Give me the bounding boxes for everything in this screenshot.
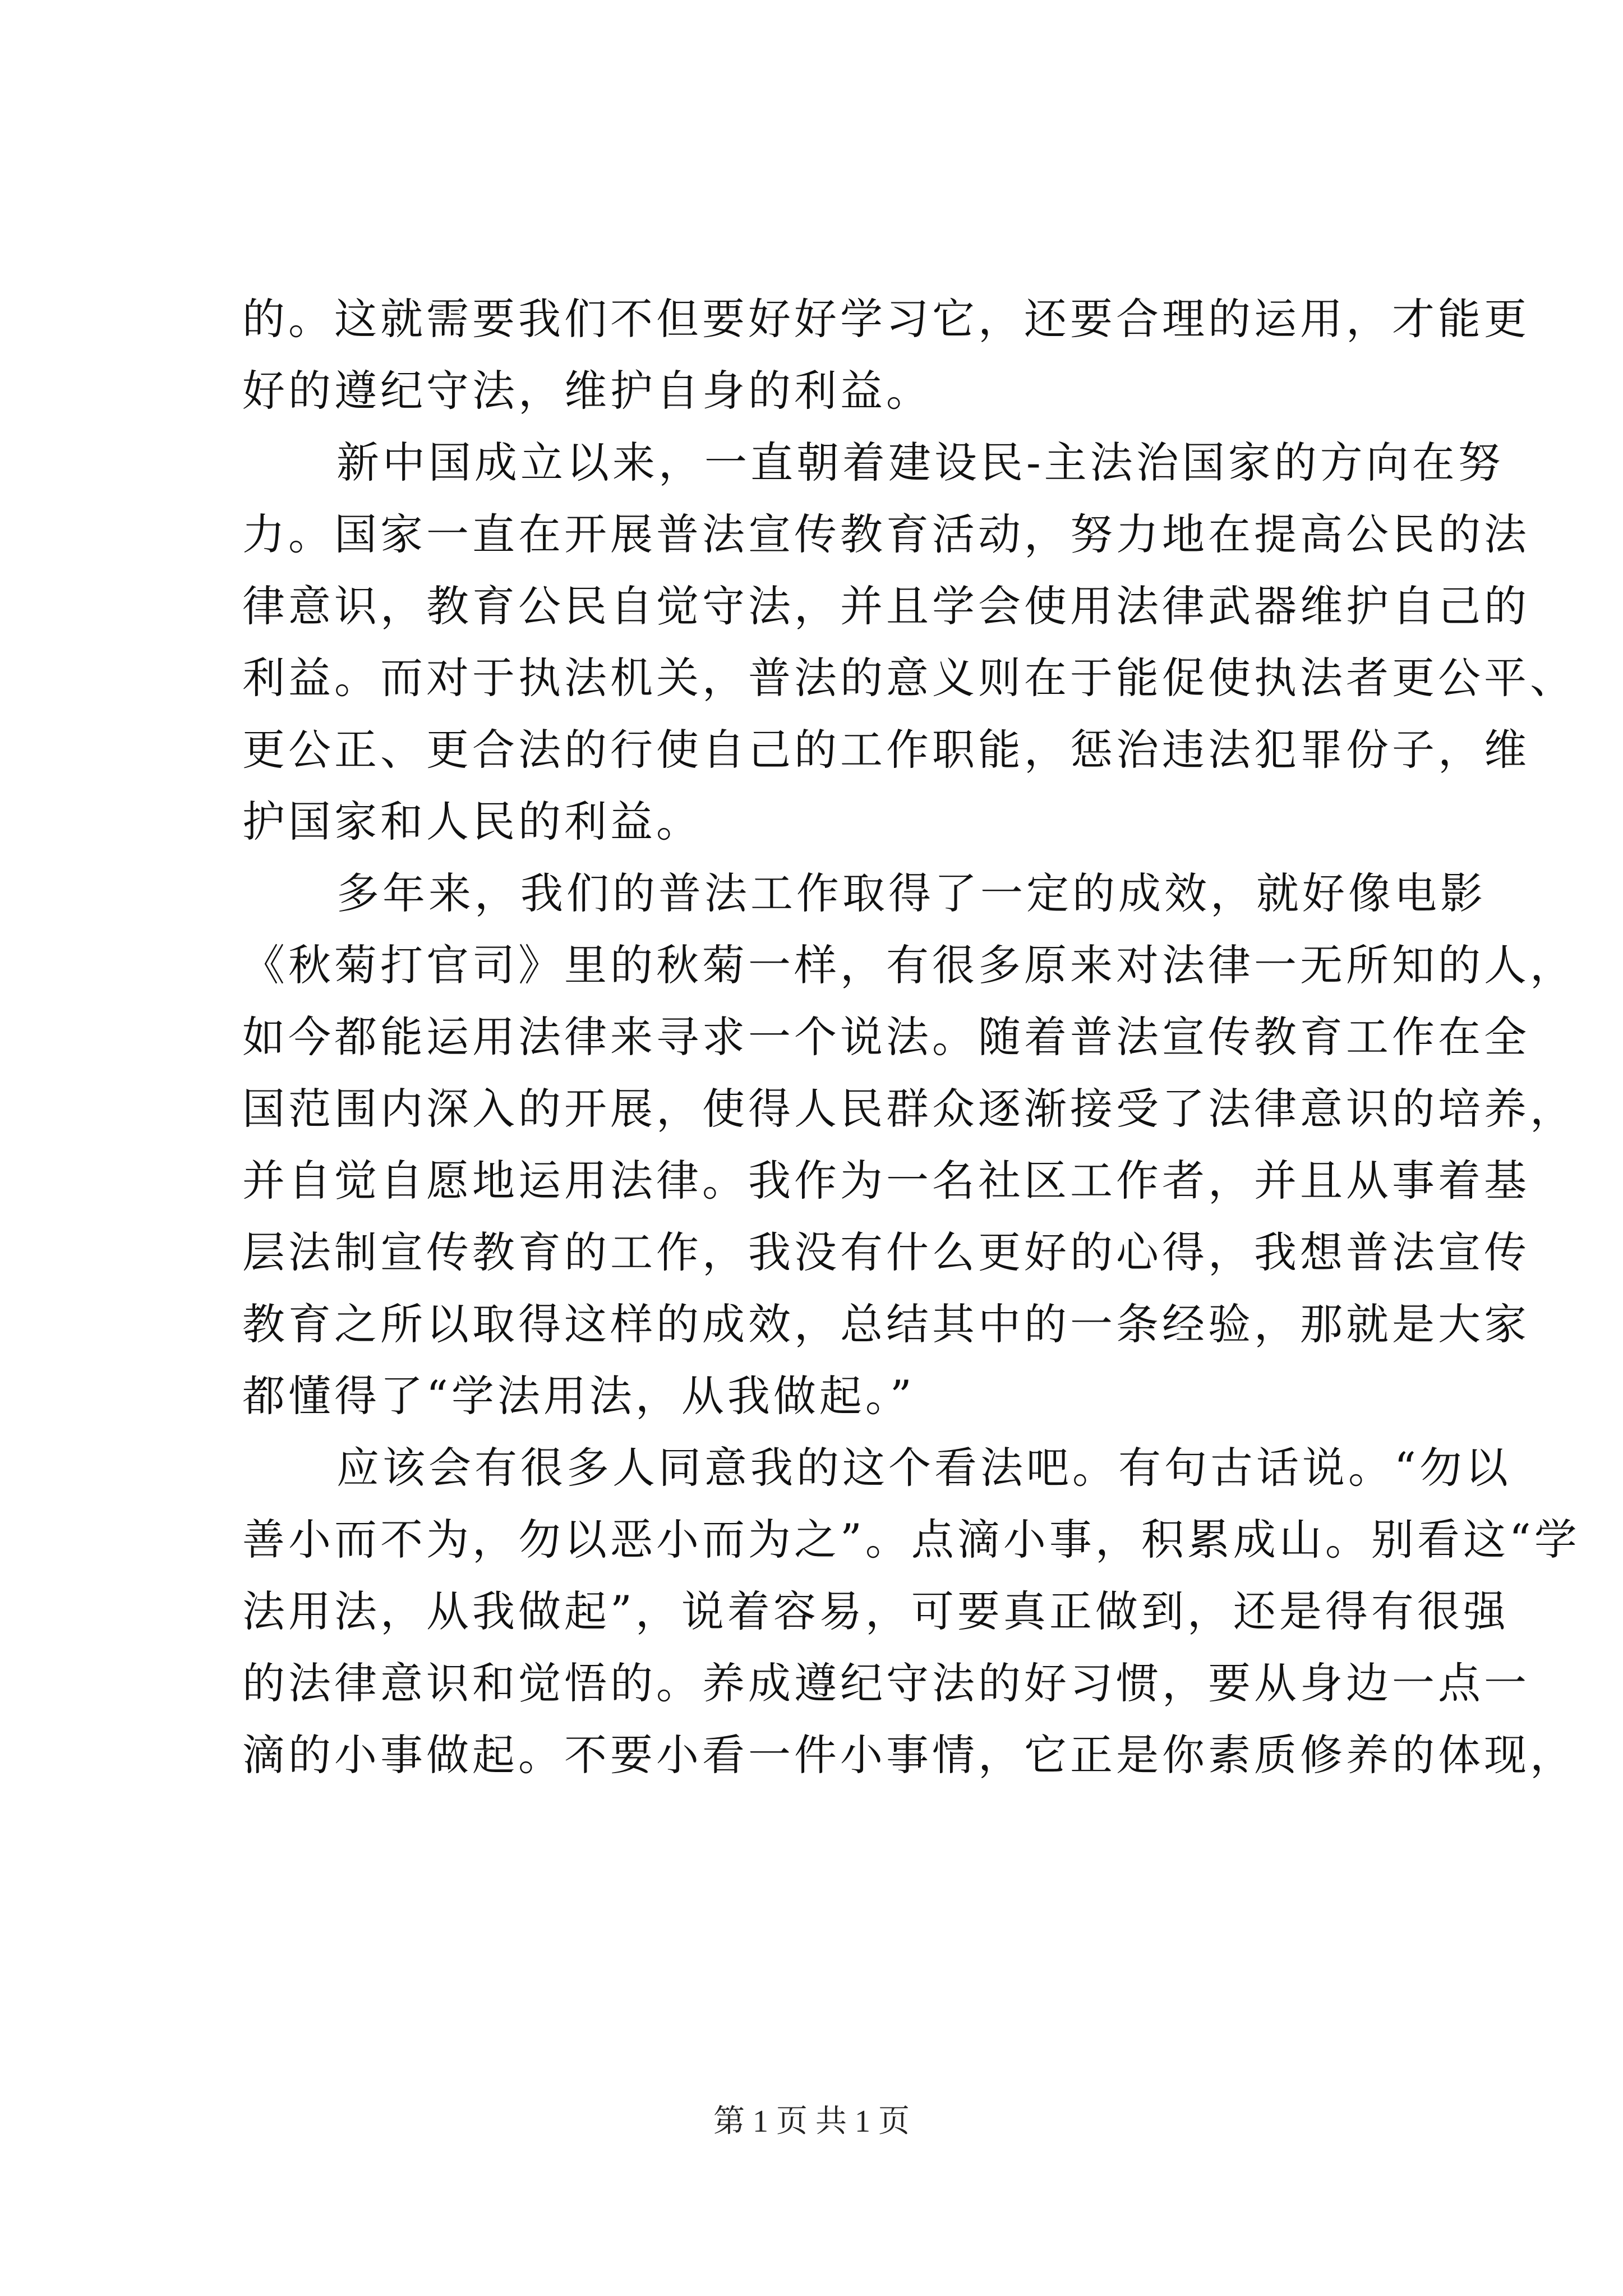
text-line: 滴的小事做起。不要小看一件小事情，它正是你素质修养的体现， <box>242 1730 1576 1780</box>
text-line: 《秋菊打官司》里的秋菊一样，有很多原来对法律一无所知的人， <box>242 940 1576 990</box>
page-footer <box>0 2099 1623 2144</box>
text-line: 新中国成立以来，一直朝着建设民-主法治国家的方向在努 <box>336 438 1504 487</box>
text-line: 层法制宣传教育的工作，我没有什么更好的心得，我想普法宣传 <box>242 1227 1530 1277</box>
text-line: 好的遵纪守法，维护自身的利益。 <box>242 366 932 416</box>
text-line: 护国家和人民的利益。 <box>242 797 702 846</box>
text-line: 国范围内深入的开展，使得人民群众逐渐接受了法律意识的培养， <box>242 1084 1576 1134</box>
text-line: 的法律意识和觉悟的。养成遵纪守法的好习惯，要从身边一点一 <box>242 1658 1530 1708</box>
text-line: 善小而不为，勿以恶小而为之”。点滴小事，积累成山。别看这“学 <box>242 1515 1580 1565</box>
text-line: 律意识，教育公民自觉守法，并且学会使用法律武器维护自己的 <box>242 581 1530 631</box>
text-line: 利益。而对于执法机关，普法的意义则在于能促使执法者更公平、 <box>242 653 1576 703</box>
text-line: 教育之所以取得这样的成效，总结其中的一条经验，那就是大家 <box>242 1299 1530 1349</box>
text-line: 的。这就需要我们不但要好好学习它，还要合理的运用，才能更 <box>242 294 1530 344</box>
text-line: 多年来，我们的普法工作取得了一定的成效，就好像电影 <box>336 868 1486 918</box>
text-line: 更公正、更合法的行使自己的工作职能，惩治违法犯罪份子，维 <box>242 725 1530 775</box>
page-number-label: 第 1 页 共 1 页 <box>713 2104 910 2139</box>
body-text <box>242 283 1580 1791</box>
text-line: 如今都能运用法律来寻求一个说法。随着普法宣传教育工作在全 <box>242 1012 1530 1062</box>
text-line: 法用法，从我做起”，说着容易，可要真正做到，还是得有很强 <box>242 1586 1509 1636</box>
text-line: 应该会有很多人同意我的这个看法吧。有句古话说。“勿以 <box>336 1443 1511 1493</box>
text-line: 力。国家一直在开展普法宣传教育活动，努力地在提高公民的法 <box>242 509 1530 559</box>
text-line: 并自觉自愿地运用法律。我作为一名社区工作者，并且从事着基 <box>242 1156 1530 1205</box>
text-line: 都懂得了“学法用法，从我做起。” <box>242 1371 915 1421</box>
